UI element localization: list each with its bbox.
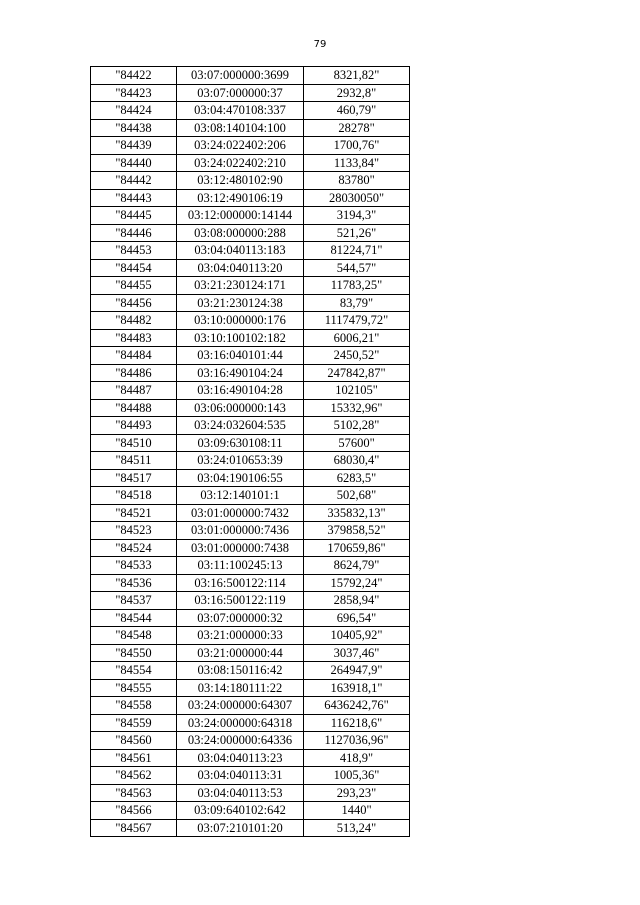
row-code-cell: "84486 (91, 364, 177, 382)
cadastral-number-cell: 03:21:230124:38 (177, 294, 304, 312)
row-code-cell: "84455 (91, 277, 177, 295)
row-code-cell: "84548 (91, 627, 177, 645)
row-code-cell: "84484 (91, 347, 177, 365)
table-row (91, 312, 410, 330)
value-cell: 335832,13" (304, 504, 410, 522)
cadastral-number-cell: 03:10:100102:182 (177, 329, 304, 347)
table-row (91, 802, 410, 820)
row-code-cell: "84563 (91, 784, 177, 802)
table-row (91, 329, 410, 347)
row-code-cell: "84559 (91, 714, 177, 732)
value-cell: 83780" (304, 172, 410, 190)
cadastral-number-cell: 03:04:040113:183 (177, 242, 304, 260)
data-table (90, 66, 410, 837)
cadastral-number-cell: 03:01:000000:7438 (177, 539, 304, 557)
value-cell: 68030,4" (304, 452, 410, 470)
row-code-cell: "84438 (91, 119, 177, 137)
value-cell: 3037,46" (304, 644, 410, 662)
value-cell: 1005,36" (304, 767, 410, 785)
cadastral-number-cell: 03:24:032604:535 (177, 417, 304, 435)
value-cell: 3194,3" (304, 207, 410, 225)
row-code-cell: "84555 (91, 679, 177, 697)
table-row (91, 784, 410, 802)
table-row (91, 732, 410, 750)
cadastral-number-cell: 03:12:140101:1 (177, 487, 304, 505)
row-code-cell: "84453 (91, 242, 177, 260)
table-row (91, 522, 410, 540)
table-row (91, 154, 410, 172)
table-row (91, 189, 410, 207)
value-cell: 1440" (304, 802, 410, 820)
value-cell: 6006,21" (304, 329, 410, 347)
value-cell: 5102,28" (304, 417, 410, 435)
value-cell: 83,79" (304, 294, 410, 312)
row-code-cell: "84566 (91, 802, 177, 820)
table-row (91, 119, 410, 137)
cadastral-number-cell: 03:09:640102:642 (177, 802, 304, 820)
row-code-cell: "84482 (91, 312, 177, 330)
table-row (91, 137, 410, 155)
table-row (91, 714, 410, 732)
value-cell: 2450,52" (304, 347, 410, 365)
cadastral-number-cell: 03:01:000000:7432 (177, 504, 304, 522)
cadastral-number-cell: 03:12:490106:19 (177, 189, 304, 207)
row-code-cell: "84517 (91, 469, 177, 487)
table-row (91, 627, 410, 645)
table-row (91, 679, 410, 697)
value-cell: 696,54" (304, 609, 410, 627)
cadastral-number-cell: 03:21:000000:44 (177, 644, 304, 662)
row-code-cell: "84544 (91, 609, 177, 627)
cadastral-number-cell: 03:08:150116:42 (177, 662, 304, 680)
table-row (91, 697, 410, 715)
cadastral-number-cell: 03:24:000000:64336 (177, 732, 304, 750)
table-row (91, 364, 410, 382)
value-cell: 418,9" (304, 749, 410, 767)
cadastral-number-cell: 03:24:000000:64307 (177, 697, 304, 715)
cadastral-number-cell: 03:07:210101:20 (177, 819, 304, 837)
value-cell: 15332,96" (304, 399, 410, 417)
table-row (91, 487, 410, 505)
table-row (91, 277, 410, 295)
value-cell: 2858,94" (304, 592, 410, 610)
row-code-cell: "84423 (91, 84, 177, 102)
value-cell: 28278" (304, 119, 410, 137)
table-row (91, 469, 410, 487)
cadastral-number-cell: 03:21:230124:171 (177, 277, 304, 295)
table-row (91, 434, 410, 452)
row-code-cell: "84422 (91, 67, 177, 85)
value-cell: 1700,76" (304, 137, 410, 155)
page-number: 79 (313, 39, 327, 50)
table-row (91, 242, 410, 260)
row-code-cell: "84456 (91, 294, 177, 312)
row-code-cell: "84445 (91, 207, 177, 225)
cadastral-number-cell: 03:12:480102:90 (177, 172, 304, 190)
value-cell: 544,57" (304, 259, 410, 277)
cadastral-number-cell: 03:16:490104:28 (177, 382, 304, 400)
value-cell: 170659,86" (304, 539, 410, 557)
row-code-cell: "84440 (91, 154, 177, 172)
cadastral-number-cell: 03:04:040113:23 (177, 749, 304, 767)
cadastral-number-cell: 03:04:040113:20 (177, 259, 304, 277)
cadastral-number-cell: 03:24:000000:64318 (177, 714, 304, 732)
table-row (91, 592, 410, 610)
value-cell: 6283,5" (304, 469, 410, 487)
value-cell: 81224,71" (304, 242, 410, 260)
value-cell: 8624,79" (304, 557, 410, 575)
cadastral-number-cell: 03:24:010653:39 (177, 452, 304, 470)
cadastral-number-cell: 03:08:140104:100 (177, 119, 304, 137)
table-row (91, 504, 410, 522)
row-code-cell: "84550 (91, 644, 177, 662)
value-cell: 293,23" (304, 784, 410, 802)
cadastral-number-cell: 03:16:490104:24 (177, 364, 304, 382)
row-code-cell: "84558 (91, 697, 177, 715)
cadastral-number-cell: 03:11:100245:13 (177, 557, 304, 575)
row-code-cell: "84454 (91, 259, 177, 277)
value-cell: 10405,92" (304, 627, 410, 645)
cadastral-number-cell: 03:12:000000:14144 (177, 207, 304, 225)
value-cell: 28030050" (304, 189, 410, 207)
cadastral-number-cell: 03:07:000000:32 (177, 609, 304, 627)
row-code-cell: "84523 (91, 522, 177, 540)
table-row (91, 574, 410, 592)
cadastral-number-cell: 03:21:000000:33 (177, 627, 304, 645)
table-row (91, 452, 410, 470)
row-code-cell: "84424 (91, 102, 177, 120)
value-cell: 502,68" (304, 487, 410, 505)
row-code-cell: "84488 (91, 399, 177, 417)
table-row (91, 749, 410, 767)
value-cell: 116218,6" (304, 714, 410, 732)
row-code-cell: "84439 (91, 137, 177, 155)
cadastral-number-cell: 03:16:500122:119 (177, 592, 304, 610)
row-code-cell: "84446 (91, 224, 177, 242)
cadastral-number-cell: 03:07:000000:37 (177, 84, 304, 102)
table-row (91, 609, 410, 627)
value-cell: 521,26" (304, 224, 410, 242)
value-cell: 57600" (304, 434, 410, 452)
table-row (91, 67, 410, 85)
cadastral-number-cell: 03:16:040101:44 (177, 347, 304, 365)
row-code-cell: "84554 (91, 662, 177, 680)
cadastral-number-cell: 03:01:000000:7436 (177, 522, 304, 540)
cadastral-number-cell: 03:04:470108:337 (177, 102, 304, 120)
table-row (91, 767, 410, 785)
value-cell: 8321,82" (304, 67, 410, 85)
table-row (91, 259, 410, 277)
value-cell: 6436242,76" (304, 697, 410, 715)
table-row (91, 399, 410, 417)
row-code-cell: "84483 (91, 329, 177, 347)
cadastral-number-cell: 03:04:040113:53 (177, 784, 304, 802)
cadastral-number-cell: 03:06:000000:143 (177, 399, 304, 417)
table-row (91, 819, 410, 837)
table-row (91, 207, 410, 225)
row-code-cell: "84511 (91, 452, 177, 470)
row-code-cell: "84562 (91, 767, 177, 785)
value-cell: 460,79" (304, 102, 410, 120)
table-row (91, 557, 410, 575)
row-code-cell: "84442 (91, 172, 177, 190)
table-row (91, 347, 410, 365)
value-cell: 264947,9" (304, 662, 410, 680)
table-row (91, 294, 410, 312)
cadastral-number-cell: 03:07:000000:3699 (177, 67, 304, 85)
value-cell: 513,24" (304, 819, 410, 837)
table-row (91, 382, 410, 400)
value-cell: 1127036,96" (304, 732, 410, 750)
table-row (91, 539, 410, 557)
row-code-cell: "84521 (91, 504, 177, 522)
table-row (91, 644, 410, 662)
cadastral-number-cell: 03:04:040113:31 (177, 767, 304, 785)
table-row (91, 102, 410, 120)
cadastral-number-cell: 03:10:000000:176 (177, 312, 304, 330)
table-row (91, 172, 410, 190)
row-code-cell: "84518 (91, 487, 177, 505)
value-cell: 11783,25" (304, 277, 410, 295)
cadastral-number-cell: 03:24:022402:210 (177, 154, 304, 172)
row-code-cell: "84533 (91, 557, 177, 575)
row-code-cell: "84524 (91, 539, 177, 557)
value-cell: 1117479,72" (304, 312, 410, 330)
row-code-cell: "84536 (91, 574, 177, 592)
cadastral-number-cell: 03:14:180111:22 (177, 679, 304, 697)
cadastral-number-cell: 03:09:630108:11 (177, 434, 304, 452)
table-row (91, 417, 410, 435)
value-cell: 2932,8" (304, 84, 410, 102)
value-cell: 163918,1" (304, 679, 410, 697)
value-cell: 1133,84" (304, 154, 410, 172)
row-code-cell: "84537 (91, 592, 177, 610)
row-code-cell: "84487 (91, 382, 177, 400)
value-cell: 379858,52" (304, 522, 410, 540)
cadastral-number-cell: 03:16:500122:114 (177, 574, 304, 592)
cadastral-number-cell: 03:04:190106:55 (177, 469, 304, 487)
row-code-cell: "84493 (91, 417, 177, 435)
table-row (91, 84, 410, 102)
row-code-cell: "84567 (91, 819, 177, 837)
table-body (91, 67, 410, 837)
row-code-cell: "84561 (91, 749, 177, 767)
value-cell: 102105" (304, 382, 410, 400)
value-cell: 247842,87" (304, 364, 410, 382)
row-code-cell: "84560 (91, 732, 177, 750)
table-row (91, 662, 410, 680)
cadastral-number-cell: 03:24:022402:206 (177, 137, 304, 155)
value-cell: 15792,24" (304, 574, 410, 592)
row-code-cell: "84443 (91, 189, 177, 207)
row-code-cell: "84510 (91, 434, 177, 452)
cadastral-number-cell: 03:08:000000:288 (177, 224, 304, 242)
table-row (91, 224, 410, 242)
